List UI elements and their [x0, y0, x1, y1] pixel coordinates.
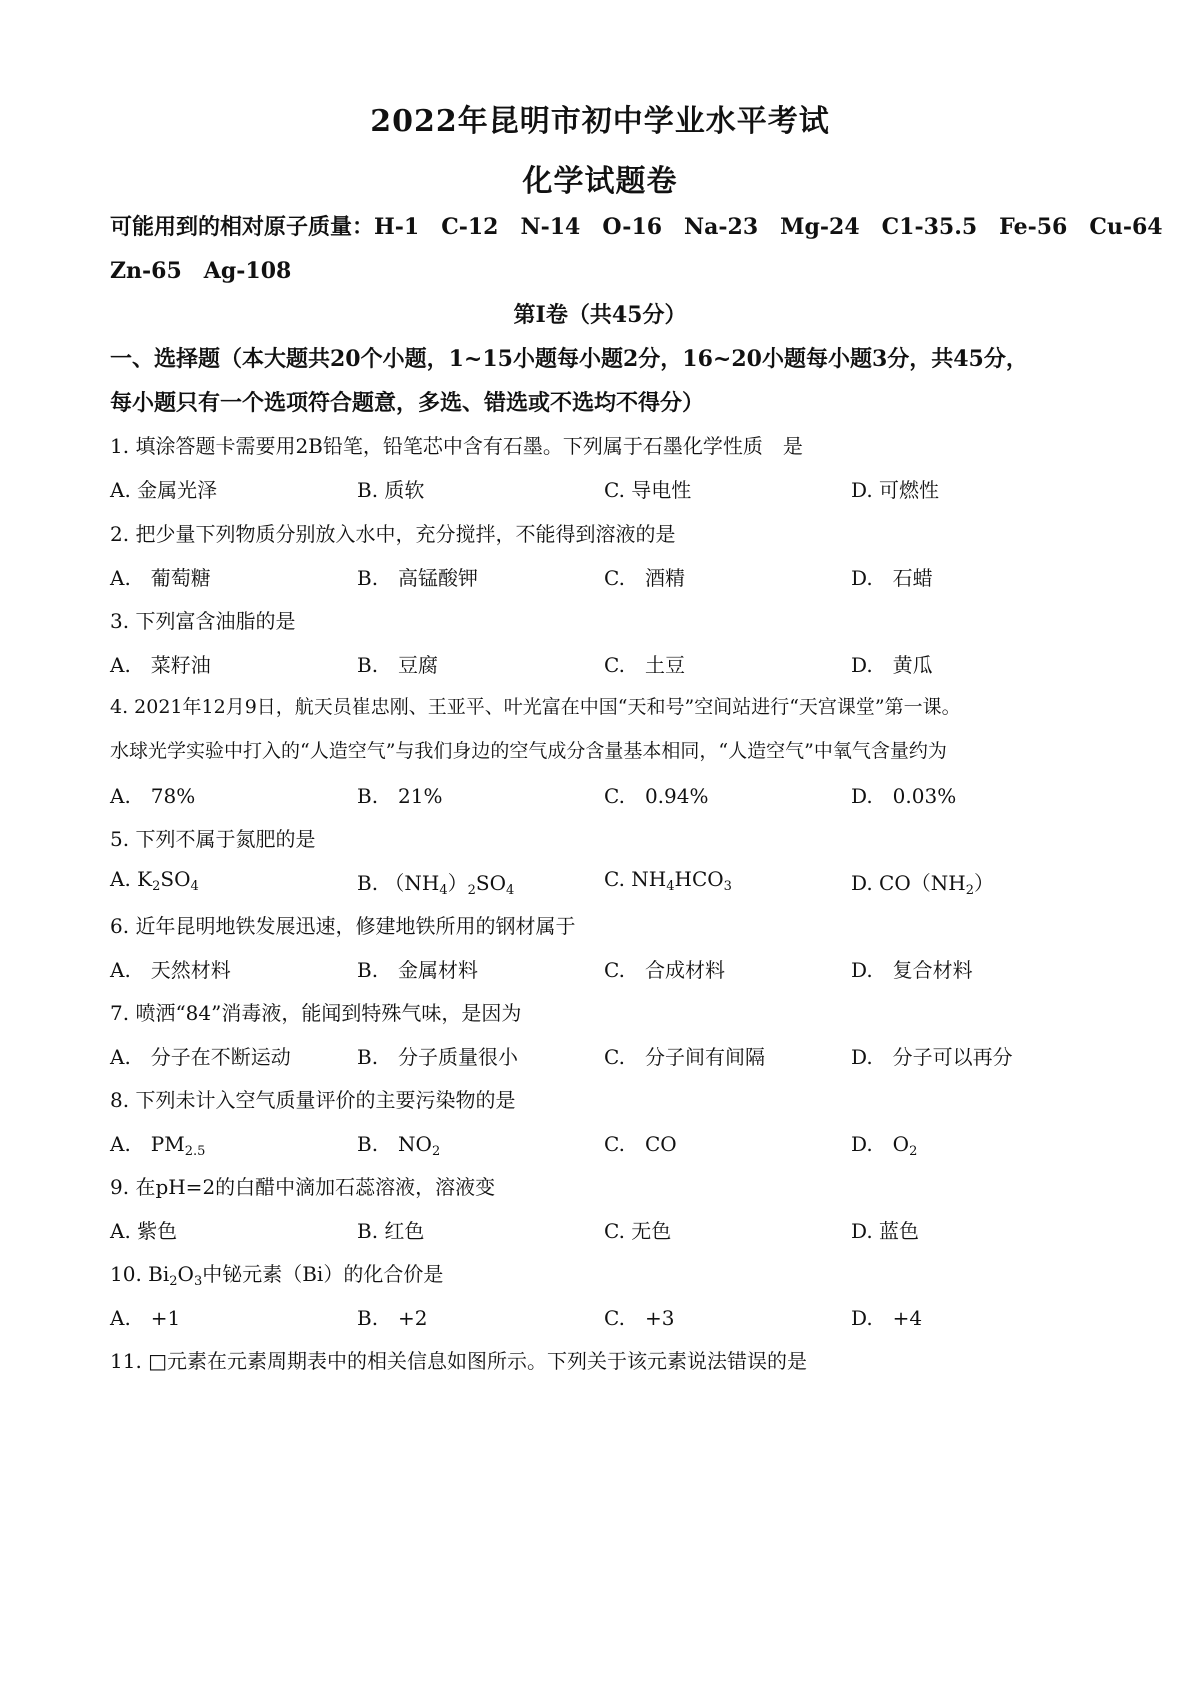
atomic-mass-line-1: 可能用到的相对原子质量：H-1 C-12 N-14 O-16 Na-23 Mg-24 C1-35.5 Fe-56 Cu-64 — [110, 214, 1163, 240]
question-10-option-a: A. +1 — [110, 1306, 181, 1330]
question-4-option-a: A. 78% — [110, 784, 196, 808]
exam-subtitle: 化学试题卷 — [522, 164, 678, 199]
question-1-option-d: D. 可燃性 — [851, 478, 940, 502]
question-3-option-c: C. 土豆 — [604, 653, 685, 677]
question-3-option-a: A. 菜籽油 — [110, 653, 211, 677]
question-2-option-b: B. 高锰酸钾 — [357, 566, 479, 590]
question-3-option-b: B. 豆腐 — [357, 653, 439, 677]
question-1-option-a: A. 金属光泽 — [110, 478, 218, 502]
question-2-option-c: C. 酒精 — [604, 566, 685, 590]
question-5-stem: 5. 下列不属于氮肥的是 — [110, 827, 316, 851]
question-5-option-b: B. $(NH_4)_2SO_4$ — [357, 871, 515, 898]
question-5-option-c: C. $NH_4HCO_3$ — [604, 867, 732, 894]
part-heading-line-1: 一、选择题（本大题共20个小题，1~15小题每小题2分，16~20小题每小题3分，共45分， — [110, 346, 1028, 372]
question-3-option-d: D. 黄瓜 — [851, 653, 933, 677]
question-2-option-a: A. 葡萄糖 — [110, 566, 211, 590]
question-4-stem: 4. 2021年12月9日，航天员崔忠刚、王亚平、叶光富在中国“天和号”空间站进行“天宫课堂”第一课。 — [110, 696, 961, 718]
question-8-option-c: C. CO — [604, 1132, 677, 1156]
question-8-option-d: D. $O_2$ — [851, 1132, 918, 1159]
question-6-option-b: B. 金属材料 — [357, 958, 479, 982]
question-2-option-d: D. 石蜡 — [851, 566, 933, 590]
question-11-stem: 11. □元素在元素周期表中的相关信息如图所示。下列关于该元素说法错误的是 — [110, 1349, 808, 1373]
question-10-option-b: B. +2 — [357, 1306, 428, 1330]
question-4-option-b: B. 21% — [357, 784, 443, 808]
exam-title: 2022年昆明市初中学业水平考试 — [370, 104, 830, 139]
question-1-option-c: C. 导电性 — [604, 478, 692, 502]
question-9-option-c: C. 无色 — [604, 1219, 672, 1243]
question-7-option-c: C. 分子间有间隔 — [604, 1045, 765, 1069]
question-9-option-a: A. 紫色 — [110, 1219, 178, 1243]
question-9-stem: 9. 在pH=2的白醋中滴加石蕊溶液，溶液变 — [110, 1175, 496, 1199]
question-6-option-c: C. 合成材料 — [604, 958, 725, 982]
section-title: 第Ⅰ卷（共45分） — [513, 302, 687, 328]
question-4-option-c: C. 0.94% — [604, 784, 709, 808]
question-1-option-b: B. 质软 — [357, 478, 425, 502]
question-7-option-a: A. 分子在不断运动 — [110, 1045, 291, 1069]
question-7-option-d: D. 分子可以再分 — [851, 1045, 1013, 1069]
question-1-stem: 1. 填涂答题卡需要用2B铅笔，铅笔芯中含有石墨。下列属于石墨化学性质 是 — [110, 434, 803, 458]
question-4-option-d: D. 0.03% — [851, 784, 957, 808]
question-8-option-a: A. $PM_{2.5}$ — [110, 1132, 206, 1159]
question-7-option-b: B. 分子质量很小 — [357, 1045, 519, 1069]
question-10-stem: 10. $Bi_2O_3$中铋元素（Bi）的化合价是 — [110, 1262, 444, 1289]
question-8-option-b: B. $NO_2$ — [357, 1132, 441, 1159]
question-3-stem: 3. 下列富含油脂的是 — [110, 609, 296, 633]
question-5-option-d: D. $CO(NH_2)$ — [851, 871, 994, 898]
question-6-stem: 6. 近年昆明地铁发展迅速，修建地铁所用的钢材属于 — [110, 914, 576, 938]
question-8-stem: 8. 下列未计入空气质量评价的主要污染物的是 — [110, 1088, 516, 1112]
question-9-option-d: D. 蓝色 — [851, 1219, 920, 1243]
question-10-option-c: C. +3 — [604, 1306, 675, 1330]
question-6-option-a: A. 天然材料 — [110, 958, 231, 982]
question-6-option-d: D. 复合材料 — [851, 958, 973, 982]
part-heading-line-2: 每小题只有一个选项符合题意，多选、错选或不选均不得分） — [110, 390, 705, 416]
question-4-stem-continued: 水球光学实验中打入的“人造空气”与我们身边的空气成分含量基本相同，“人造空气”中氧气含量约为 — [110, 740, 947, 762]
question-5-option-a: A. $K_2SO_4$ — [110, 867, 199, 894]
question-2-stem: 2. 把少量下列物质分别放入水中，充分搅拌，不能得到溶液的是 — [110, 522, 676, 546]
question-7-stem: 7. 喷洒“84”消毒液，能闻到特殊气味，是因为 — [110, 1001, 522, 1025]
question-10-option-d: D. +4 — [851, 1306, 923, 1330]
question-9-option-b: B. 红色 — [357, 1219, 425, 1243]
atomic-mass-line-2: Zn-65 Ag-108 — [110, 258, 292, 284]
